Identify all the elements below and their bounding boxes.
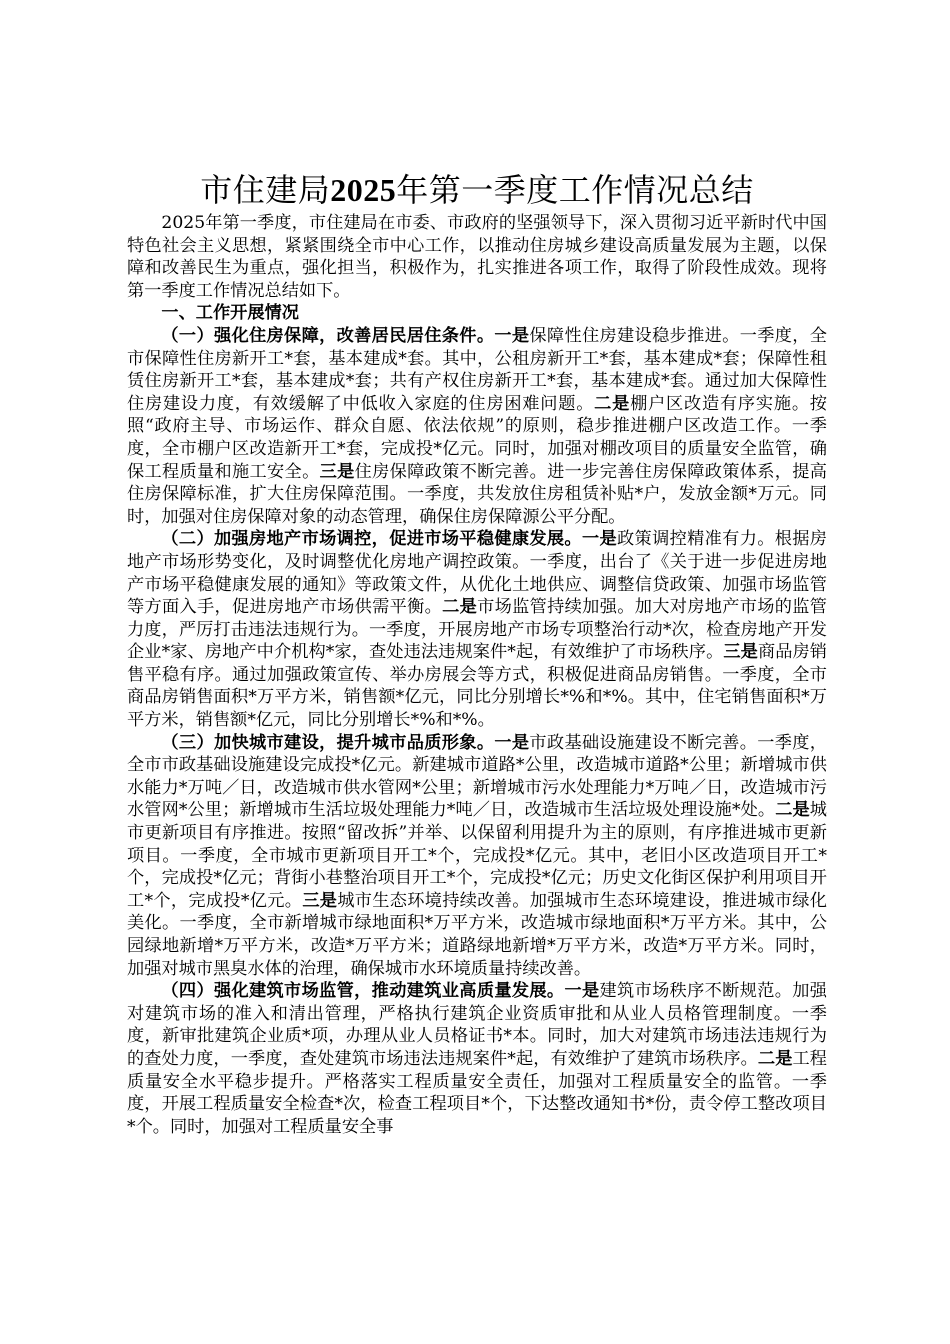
point-text: 棚户区改造有序实施。按照“政府主导、市场运作、群众自愿、依法依规”的原则，稳步推进棚户区改造工作。一季度，全市棚户区改造新开工*套，完成投*亿元。同时，加强对棚改项目的质量安全监管，确保工程质量和施工安全。 <box>127 393 827 482</box>
point-lead: 二是 <box>442 597 478 618</box>
section-heading: 一、工作开展情况 <box>161 303 299 324</box>
subsection-2-paragraph <box>127 528 827 731</box>
subsection-3-heading: （三）加快城市建设，提升城市品质形象。 <box>161 732 495 753</box>
point-text: 市政基础设施建设不断完善。一季度，全市市政基础设施建设完成投*亿元。新建城市道路*公里，改造城市道路*公里；新增城市供水能力*万吨／日，改造城市供水管网*公里；新增城市污水处理能力*万吨／日，改造城市污水管网*公里；新增城市生活垃圾处理能力*吨／日，改造城市生活垃圾处理设施*处。 <box>127 732 827 821</box>
point-text: 商品房销售平稳有序。通过加强政策宣传、举办房展会等方式，积极促进商品房销售。一季度，全市商品房销售面积*万平方米，销售额*亿元，同比分别增长*%和*%。其中，住宅销售面积*万平方米，销售额*亿元，同比分别增长*%和*%。 <box>127 642 827 731</box>
point-lead: 三是 <box>319 461 355 482</box>
point-lead: 一是 <box>494 732 530 753</box>
point-lead: 二是 <box>775 800 810 821</box>
subsection-1-heading: （一）强化住房保障，改善居民居住条件。 <box>161 325 495 346</box>
intro-paragraph: 2025年第一季度，市住建局在市委、市政府的坚强领导下，深入贯彻习近平新时代中国特色社会主义思想，紧紧围绕全市中心工作，以推动住房城乡建设高质量发展为主题，以保障和改善民生为重点，强化担当，积极作为，扎实推进各项工作，取得了阶段性成效。现将第一季度工作情况总结如下。 <box>127 213 827 301</box>
title-year: 2025 <box>330 172 397 208</box>
point-text: 政策调控精准有力。根据房地产市场形势变化，及时调整优化房地产调控政策。一季度，出台了《关于进一步促进房地产市场平稳健康发展的通知》等政策文件，从优化土地供应、调整信贷政策、加强市场监管等方面入手，促进房地产市场供需平衡。 <box>127 529 827 618</box>
point-lead: 二是 <box>757 1048 793 1069</box>
title-prefix: 市住建局 <box>200 171 331 209</box>
subsection-1-paragraph <box>127 325 827 528</box>
document-page <box>127 168 827 1138</box>
point-lead: 三是 <box>302 890 338 911</box>
point-text: 保障性住房建设稳步推进。一季度，全市保障性住房新开工*套，基本建成*套。其中，公租房新开工*套，基本建成*套；保障性租赁住房新开工*套，基本建成*套；共有产权住房新开工*套，基本建成*套。通过加大保障性住房建设力度，有效缓解了中低收入家庭的住房困难问题。 <box>127 325 827 414</box>
point-text: 城市更新项目有序推进。按照“留改拆”并举、以保留利用提升为主的原则，有序推进城市更新项目。一季度，全市城市更新项目开工*个，完成投*亿元。其中，老旧小区改造项目开工*个，完成投*亿元；背街小巷整治项目开工*个，完成投*亿元；历史文化街区保护利用项目开工*个，完成投*亿元。 <box>127 800 827 911</box>
subsection-4-heading: （四）强化建筑市场监管，推动建筑业高质量发展。 <box>161 981 565 1002</box>
subsection-3-paragraph <box>127 732 827 981</box>
subsection-4-paragraph <box>127 980 827 1138</box>
subsection-2-heading: （二）加强房地产市场调控，促进市场平稳健康发展。 <box>161 529 582 550</box>
document-title <box>127 168 827 212</box>
point-text: 工程质量安全水平稳步提升。严格落实工程质量安全责任，加强对工程质量安全的监管。一季度，开展工程质量安全检查*次，检查工程项目*个，下达整改通知书*份，责令停工整改项目*个。同时，加强对工程质量安全事 <box>127 1048 827 1137</box>
point-text: 建筑市场秩序不断规范。加强对建筑市场的准入和清出管理，严格执行建筑企业资质审批和从业人员格管理制度。一季度，新审批建筑企业质*项，办理从业人员格证书*本。同时，加大对建筑市场违法违规行为的查处力度，一季度，查处建筑市场违法违规案件*起，有效维护了建筑市场秩序。 <box>127 981 827 1069</box>
point-text: 住房保障政策不断完善。进一步完善住房保障政策体系，提高住房保障标准，扩大住房保障范围。一季度，共发放住房租赁补贴*户，发放金额*万元。同时，加强对住房保障对象的动态管理，确保住房保障源公平分配。 <box>127 461 827 527</box>
point-lead: 一是 <box>564 981 600 1002</box>
point-lead: 一是 <box>494 325 530 346</box>
point-text: 市场监管持续加强。加大对房地产市场的监管力度，严厉打击违法违规行为。一季度，开展房地产市场专项整治行动*次，检查房地产开发企业*家、房地产中介机构*家，查处违法违规案件*起，有效维护了市场秩序。 <box>127 597 827 663</box>
point-lead: 一是 <box>581 529 618 550</box>
point-text: 城市生态环境持续改善。加强城市生态环境建设，推进城市绿化美化。一季度，全市新增城市绿地面积*万平方米，改造城市绿地面积*万平方米。其中，公园绿地新增*万平方米，改造*万平方米；道路绿地新增*万平方米，改造*万平方米。同时，加强对城市黑臭水体的治理，确保城市水环境质量持续改善。 <box>127 890 827 979</box>
point-lead: 三是 <box>723 642 758 663</box>
point-lead: 二是 <box>594 393 631 414</box>
title-suffix: 年第一季度工作情况总结 <box>396 171 754 209</box>
